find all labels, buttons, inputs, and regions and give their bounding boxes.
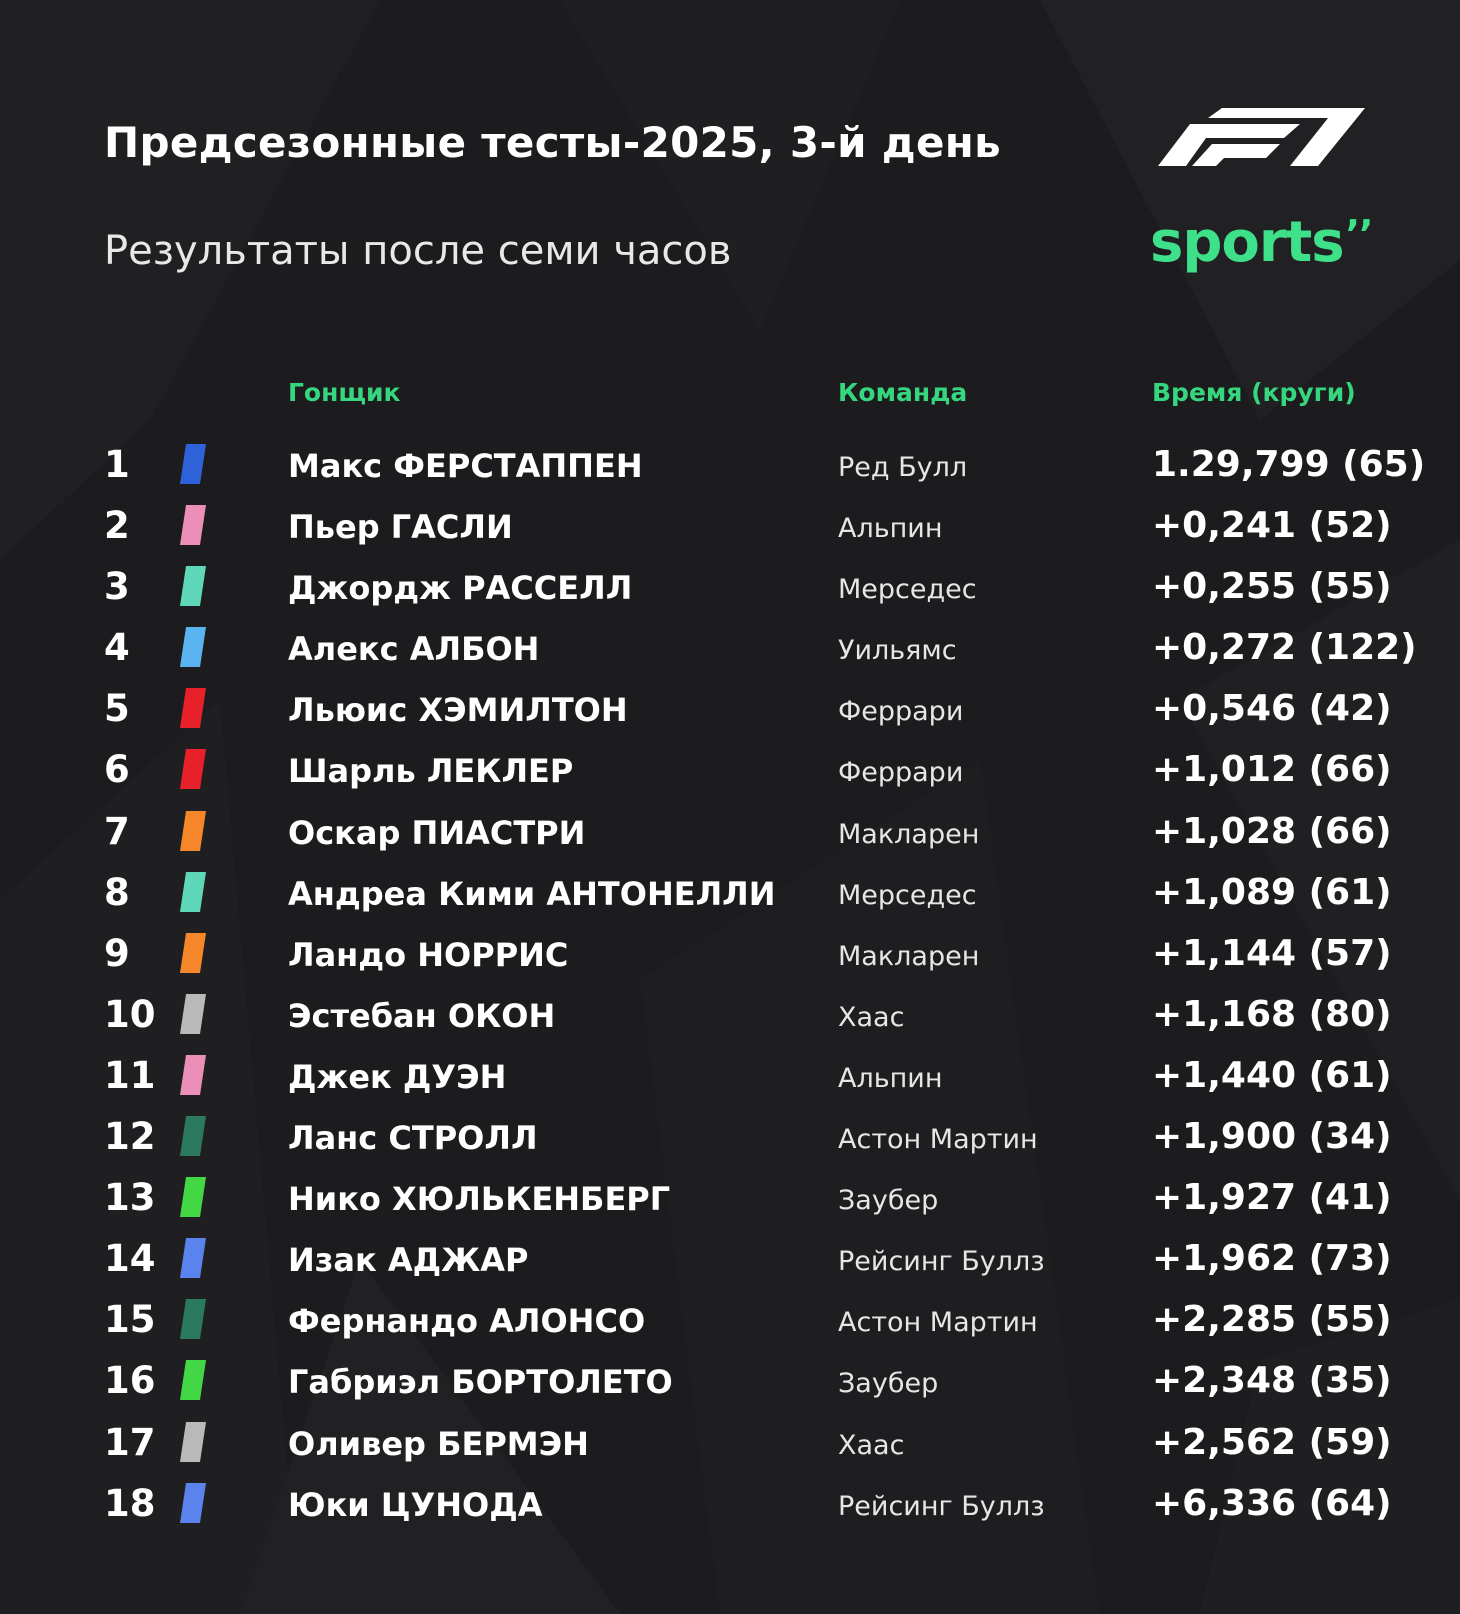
team-name: Макларен: [838, 940, 980, 972]
team-color-stripe: [180, 1238, 206, 1278]
lap-time: +1,927 (41): [1152, 1177, 1392, 1219]
team-color-stripe: [180, 1055, 206, 1095]
sports-logo: [1150, 210, 1372, 275]
position-number: 1: [104, 443, 130, 486]
position-number: 8: [104, 870, 130, 914]
team-name: Рейсинг Буллз: [838, 1246, 1045, 1278]
result-row: [0, 1227, 1460, 1288]
lap-time: +1,028 (66): [1152, 810, 1392, 852]
position-number: 13: [104, 1176, 156, 1220]
position-number: 4: [104, 626, 130, 670]
column-header-time: Время (круги): [1152, 378, 1356, 407]
result-row: [0, 494, 1460, 555]
team-name: Ред Булл: [838, 452, 968, 483]
result-row: [0, 1105, 1460, 1166]
team-name: Уильямс: [838, 635, 957, 667]
team-color-stripe: [180, 688, 206, 728]
result-row: [0, 1288, 1460, 1349]
driver-name: Ландо НОРРИС: [288, 935, 569, 974]
column-header-driver: Гонщик: [288, 378, 401, 407]
team-name: Мерседес: [838, 879, 977, 911]
driver-name: Макс ФЕРСТАППЕН: [288, 447, 643, 485]
driver-name: Габриэл БОРТОЛЕТО: [288, 1363, 673, 1402]
driver-name: Алекс АЛБОН: [288, 630, 540, 669]
driver-name: Льюис ХЭМИЛТОН: [288, 691, 628, 730]
sports-logo-tick: ’’: [1345, 212, 1373, 256]
team-color-stripe: [180, 994, 206, 1034]
position-number: 14: [104, 1237, 156, 1281]
team-color-stripe: [180, 1483, 206, 1523]
lap-time: +1,900 (34): [1152, 1116, 1392, 1158]
f1-logo: [1150, 108, 1365, 166]
team-name: Феррари: [838, 757, 964, 789]
team-name: Астон Мартин: [838, 1124, 1038, 1156]
result-row: [0, 1166, 1460, 1227]
team-name: Альпин: [838, 513, 943, 545]
position-number: 10: [104, 992, 156, 1036]
team-name: Заубер: [838, 1368, 939, 1400]
results-table: [0, 433, 1460, 1533]
result-row: [0, 983, 1460, 1044]
result-row: [0, 555, 1460, 616]
team-name: Альпин: [838, 1062, 943, 1094]
driver-name: Шарль ЛЕКЛЕР: [288, 752, 574, 791]
lap-time: +0,241 (52): [1152, 505, 1392, 547]
position-number: 6: [104, 748, 130, 792]
result-row: [0, 861, 1460, 922]
position-number: 18: [104, 1481, 156, 1525]
driver-name: Ланс СТРОЛЛ: [288, 1119, 538, 1158]
team-color-stripe: [180, 872, 206, 912]
page-subtitle: Результаты после семи часов: [104, 228, 732, 274]
lap-time: +1,144 (57): [1152, 932, 1392, 974]
position-number: 17: [104, 1420, 156, 1464]
position-number: 15: [104, 1298, 156, 1342]
position-number: 5: [104, 687, 130, 731]
position-number: 9: [104, 931, 130, 975]
lap-time: +2,348 (35): [1152, 1360, 1392, 1402]
team-name: Заубер: [838, 1185, 939, 1217]
lap-time: 1.29,799 (65): [1152, 444, 1426, 485]
position-number: 16: [104, 1359, 156, 1403]
lap-time: +0,255 (55): [1152, 566, 1392, 608]
team-name: Рейсинг Буллз: [838, 1490, 1045, 1522]
lap-time: +2,562 (59): [1152, 1421, 1392, 1463]
team-color-stripe: [180, 1116, 206, 1156]
team-color-stripe: [180, 1177, 206, 1217]
lap-time: +1,440 (61): [1152, 1054, 1392, 1096]
result-row: [0, 1044, 1460, 1105]
column-header-team: Команда: [838, 378, 968, 407]
team-name: Астон Мартин: [838, 1307, 1038, 1339]
lap-time: +1,962 (73): [1152, 1238, 1392, 1280]
driver-name: Эстебан ОКОН: [288, 996, 556, 1035]
lap-time: +6,336 (64): [1152, 1482, 1392, 1524]
lap-time: +0,546 (42): [1152, 688, 1392, 730]
driver-name: Фернандо АЛОНСО: [288, 1302, 646, 1341]
team-color-stripe: [180, 811, 206, 851]
result-row: [0, 738, 1460, 799]
team-color-stripe: [180, 933, 206, 973]
sports-logo-text: sports: [1150, 210, 1344, 275]
driver-name: Андреа Кими АНТОНЕЛЛИ: [288, 874, 776, 913]
team-color-stripe: [180, 505, 206, 545]
result-row: [0, 1349, 1460, 1410]
lap-time: +2,285 (55): [1152, 1299, 1392, 1341]
position-number: 2: [104, 504, 130, 548]
driver-name: Нико ХЮЛЬКЕНБЕРГ: [288, 1180, 671, 1219]
driver-name: Изак АДЖАР: [288, 1241, 529, 1280]
result-row: [0, 800, 1460, 861]
result-row: [0, 433, 1460, 494]
result-row: [0, 1411, 1460, 1472]
result-row: [0, 1472, 1460, 1533]
page-title: Предсезонные тесты-2025, 3-й день: [104, 118, 1001, 167]
lap-time: +1,089 (61): [1152, 871, 1392, 913]
team-color-stripe: [180, 444, 206, 484]
team-color-stripe: [180, 627, 206, 667]
team-color-stripe: [180, 1299, 206, 1339]
team-name: Хаас: [838, 1429, 905, 1461]
team-color-stripe: [180, 1360, 206, 1400]
team-color-stripe: [180, 1422, 206, 1462]
driver-name: Юки ЦУНОДА: [288, 1485, 543, 1524]
position-number: 3: [104, 565, 130, 609]
driver-name: Джордж РАССЕЛЛ: [288, 569, 633, 608]
position-number: 7: [104, 809, 130, 853]
lap-time: +0,272 (122): [1152, 627, 1417, 669]
team-name: Мерседес: [838, 574, 977, 606]
position-number: 12: [104, 1115, 156, 1159]
result-row: [0, 677, 1460, 738]
position-number: 11: [104, 1053, 156, 1097]
lap-time: +1,168 (80): [1152, 993, 1392, 1035]
driver-name: Оливер БЕРМЭН: [288, 1424, 589, 1463]
result-row: [0, 616, 1460, 677]
team-color-stripe: [180, 566, 206, 606]
team-name: Феррари: [838, 696, 964, 728]
lap-time: +1,012 (66): [1152, 749, 1392, 791]
driver-name: Джек ДУЭН: [288, 1057, 507, 1096]
team-name: Хаас: [838, 1001, 905, 1033]
result-row: [0, 922, 1460, 983]
team-name: Макларен: [838, 818, 980, 850]
team-color-stripe: [180, 749, 206, 789]
driver-name: Оскар ПИАСТРИ: [288, 813, 586, 852]
driver-name: Пьер ГАСЛИ: [288, 508, 513, 547]
